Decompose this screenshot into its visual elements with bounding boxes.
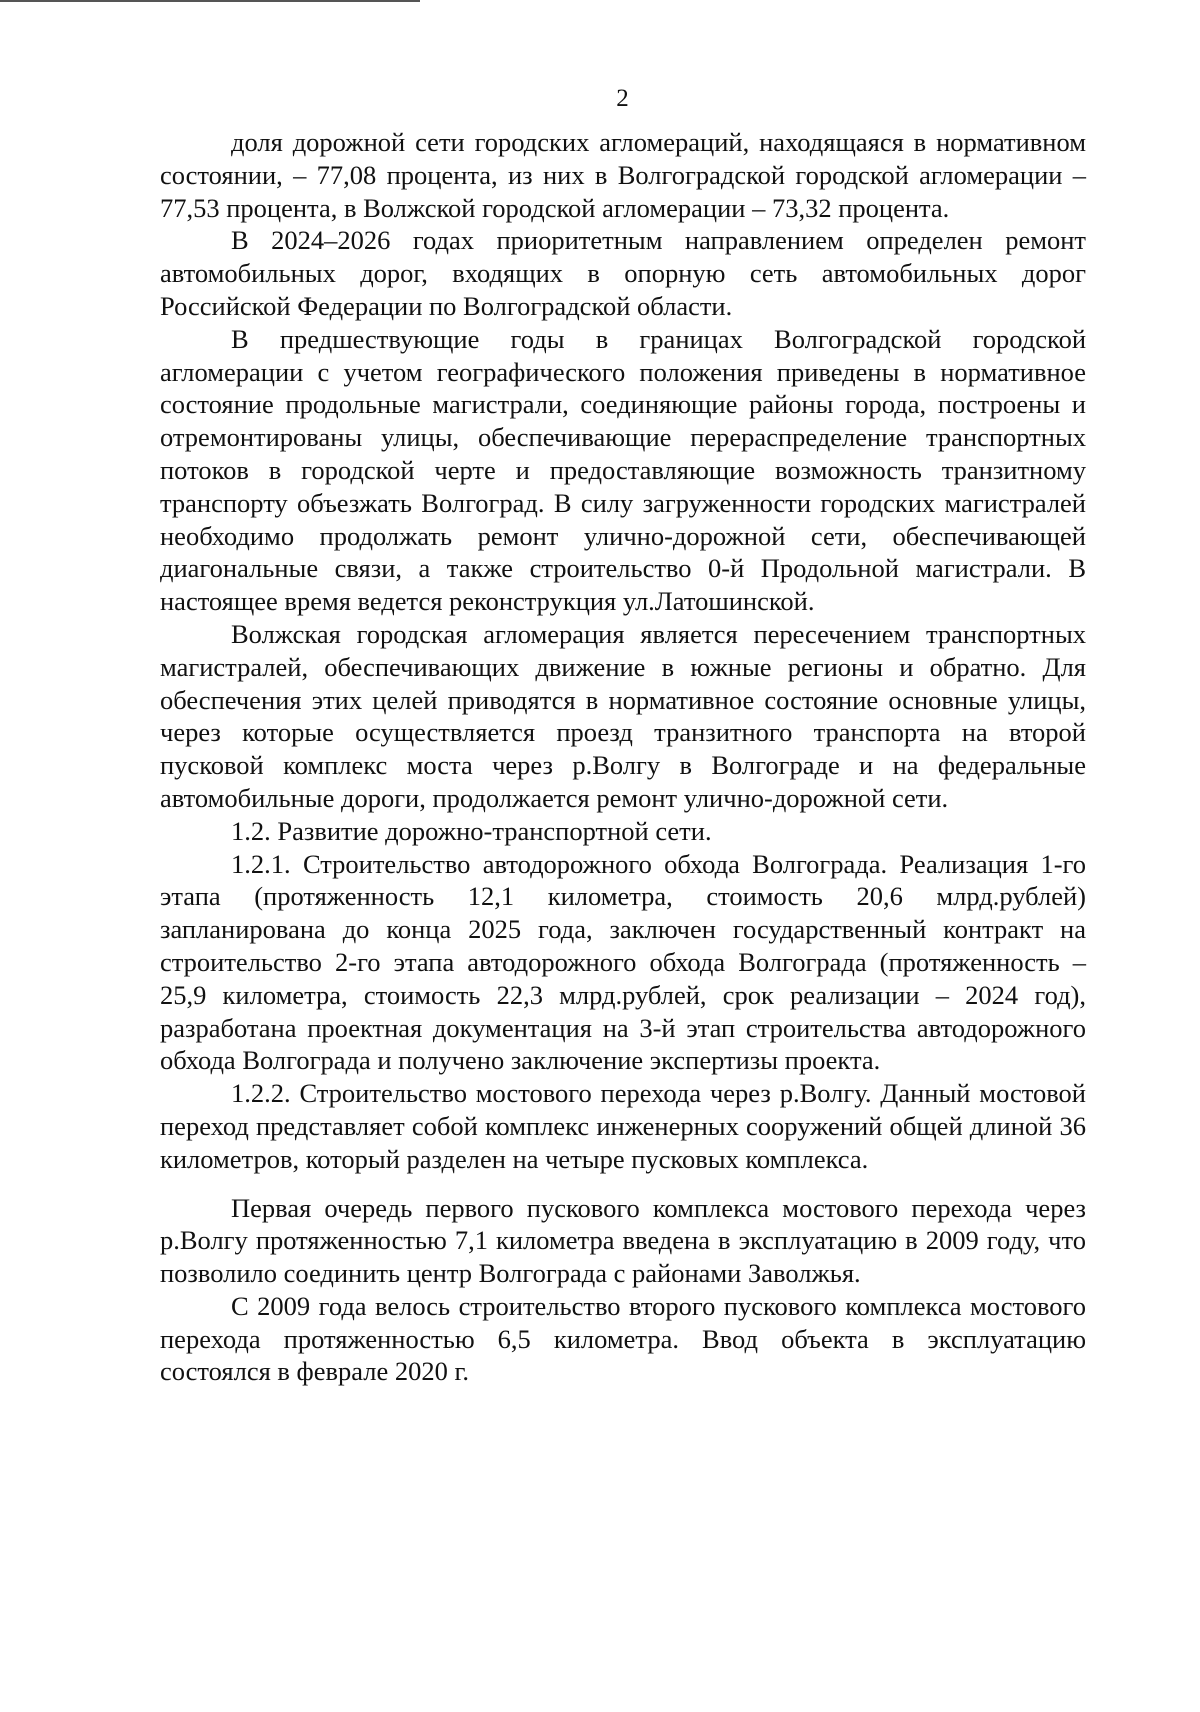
paragraph-bridge-crossing: 1.2.2. Строительство мостового перехода через р.Волгу. Данный мостовой переход представляет собой комплекс инженерных сооружений общей длиной 36 километров, который разделен на четыре пусковых комплекса. (160, 1078, 1086, 1174)
paragraph-priority-2024-2026: В 2024–2026 годах приоритетным направлением определен ремонт автомобильных дорог, входящих в опорную сеть автомобильных дорог Российской Федерации по Волгоградской области. (160, 225, 1086, 321)
scan-edge-mark (0, 0, 420, 2)
section-heading-1-2: 1.2. Развитие дорожно-транспортной сети. (231, 815, 712, 846)
page-number: 2 (616, 85, 629, 112)
paragraph-bypass-construction: 1.2.1. Строительство автодорожного обхода Волгограда. Реализация 1-го этапа (протяженность 12,1 километра, стоимость 20,6 млрд.рублей) запланирована до конца 2025 года, заключен государственный контракт на строительство 2-го этапа автодорожного обхода Волгограда (протяженность – 25,9 километра, стоимость 22,3 млрд.рублей, срок реализации – 2024 год), разработана проектная документация на 3-й этап строительства автодорожного обхода Волгограда и получено заключение экспертизы проекта. (160, 848, 1086, 1076)
paragraph-second-stage-bridge: С 2009 года велось строительство второго пускового комплекса мостового перехода протяженностью 6,5 километра. Ввод объекта в эксплуатацию состоялся в феврале 2020 г. (160, 1290, 1086, 1387)
paragraph-road-network-share: доля дорожной сети городских агломераций, находящаяся в нормативном состоянии, – 77,08 процента, из них в Волгоградской городской агломерации – 77,53 процента, в Волжской городской агломерации – 73,32 процента. (160, 127, 1086, 223)
paragraph-first-stage-bridge: Первая очередь первого пускового комплекса мостового перехода через р.Волгу протяженностью 7,1 километра введена в эксплуатацию в 2009 году, что позволило соединить центр Волгограда с районами Заволжья. (160, 1192, 1086, 1289)
paragraph-volgograd-agglomeration: В предшествующие годы в границах Волгоградской городской агломерации с учетом географического положения приведены в нормативное состояние продольные магистрали, соединяющие районы города, построены и отремонтированы улицы, обеспечивающие перераспределение транспортных потоков в городской черте и предоставляющие возможность транзитному транспорту объезжать Волгоград. В силу загруженности городских магистралей необходимо продолжать ремонт улично-дорожной сети, обеспечивающей диагональные связи, а также строительство 0-й Продольной магистрали. В настоящее время ведется реконструкция ул.Латошинской. (160, 323, 1086, 617)
paragraph-volzhsky-agglomeration: Волжская городская агломерация является пересечением транспортных магистралей, обеспечивающих движение в южные регионы и обратно. Для обеспечения этих целей приводятся в нормативное состояние основные улицы, через которые осуществляется проезд транзитного транспорта на второй пусковой комплекс моста через р.Волгу в Волгограде и на федеральные автомобильные дороги, продолжается ремонт улично-дорожной сети. (160, 618, 1086, 813)
document-body (160, 126, 1086, 1388)
